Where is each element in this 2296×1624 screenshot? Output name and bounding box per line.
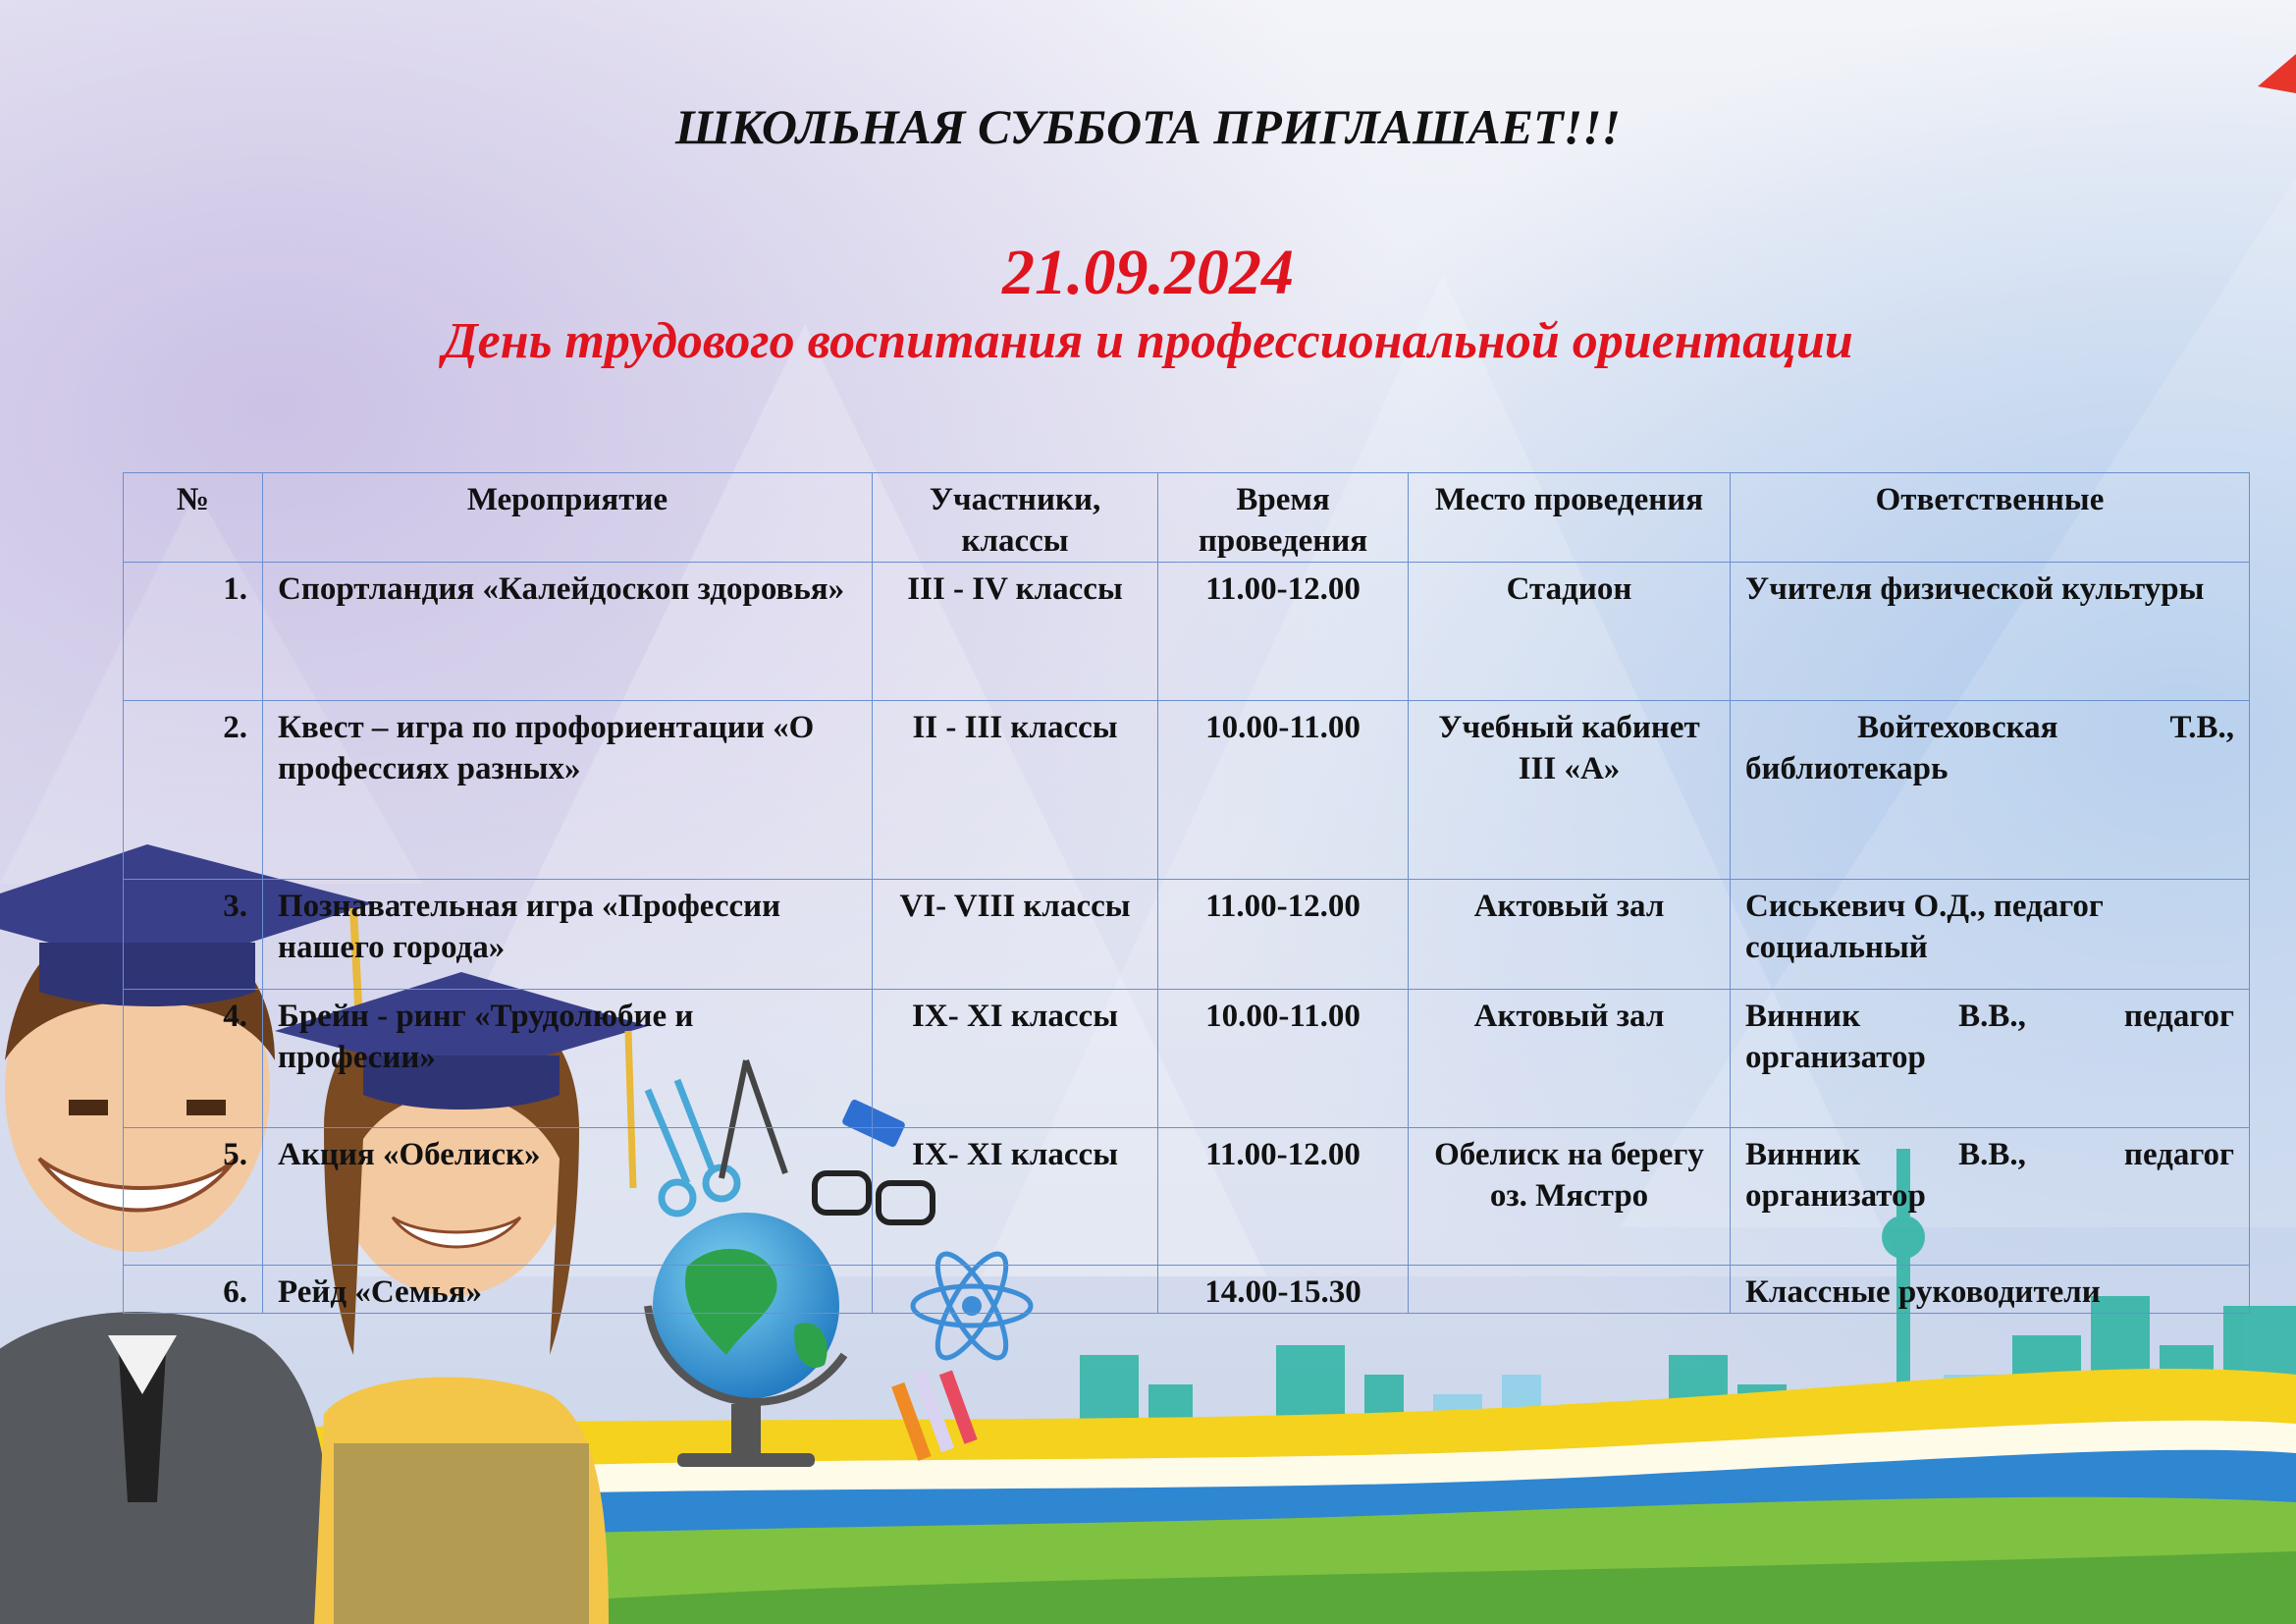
participants-cell [873,1266,1158,1314]
event-cell: Брейн - ринг «Трудолюбие и професии» [263,990,873,1128]
participants-cell: III - IV классы [873,563,1158,701]
column-header-participants: Участники, классы [873,473,1158,563]
schedule-table [123,472,2250,1314]
time-cell: 11.00-12.00 [1158,563,1409,701]
place-cell: Актовый зал [1409,990,1731,1128]
table-row [124,1266,2250,1314]
participants-cell: IX- XI классы [873,1128,1158,1266]
event-subtitle: День трудового воспитания и профессиональной ориентации [443,313,1853,369]
event-date: 21.09.2024 [1002,237,1294,308]
place-cell [1409,1266,1731,1314]
event-cell: Квест – игра по профориентации «О профессиях разных» [263,701,873,880]
participants-cell: IX- XI классы [873,990,1158,1128]
table-row [124,701,2250,880]
table-row [124,563,2250,701]
table-header-row [124,473,2250,563]
column-header-time: Время проведения [1158,473,1409,563]
place-cell: Учебный кабинет III «А» [1409,701,1731,880]
responsible-cell: Винник В.В., педагог организатор [1731,990,2250,1128]
place-cell: Актовый зал [1409,880,1731,990]
page-title: ШКОЛЬНАЯ СУББОТА ПРИГЛАШАЕТ!!! [675,99,1621,154]
time-cell: 11.00-12.00 [1158,1128,1409,1266]
table-row [124,1128,2250,1266]
row-number: 3. [124,880,263,990]
event-cell: Спортландия «Калейдоскоп здоровья» [263,563,873,701]
event-cell: Познавательная игра «Профессии нашего города» [263,880,873,990]
row-number: 6. [124,1266,263,1314]
column-header-place: Место проведения [1409,473,1731,563]
row-number: 4. [124,990,263,1128]
responsible-cell: Учителя физической культуры [1731,563,2250,701]
event-cell: Акция «Обелиск» [263,1128,873,1266]
responsible-cell: Войтеховская Т.В., библиотекарь [1731,701,2250,880]
row-number: 5. [124,1128,263,1266]
place-cell: Обелиск на берегу оз. Мястро [1409,1128,1731,1266]
participants-cell: VI- VIII классы [873,880,1158,990]
responsible-cell: Винник В.В., педагог организатор [1731,1128,2250,1266]
column-header-number: № [124,473,263,563]
row-number: 1. [124,563,263,701]
participants-cell: II - III классы [873,701,1158,880]
table-row [124,990,2250,1128]
event-cell: Рейд «Семья» [263,1266,873,1314]
table-row [124,880,2250,990]
time-cell: 10.00-11.00 [1158,701,1409,880]
column-header-responsible: Ответственные [1731,473,2250,563]
time-cell: 10.00-11.00 [1158,990,1409,1128]
time-cell: 11.00-12.00 [1158,880,1409,990]
place-cell: Стадион [1409,563,1731,701]
column-header-event: Мероприятие [263,473,873,563]
responsible-cell: Классные руководители [1731,1266,2250,1314]
time-cell: 14.00-15.30 [1158,1266,1409,1314]
responsible-cell: Сиськевич О.Д., педагог социальный [1731,880,2250,990]
row-number: 2. [124,701,263,880]
